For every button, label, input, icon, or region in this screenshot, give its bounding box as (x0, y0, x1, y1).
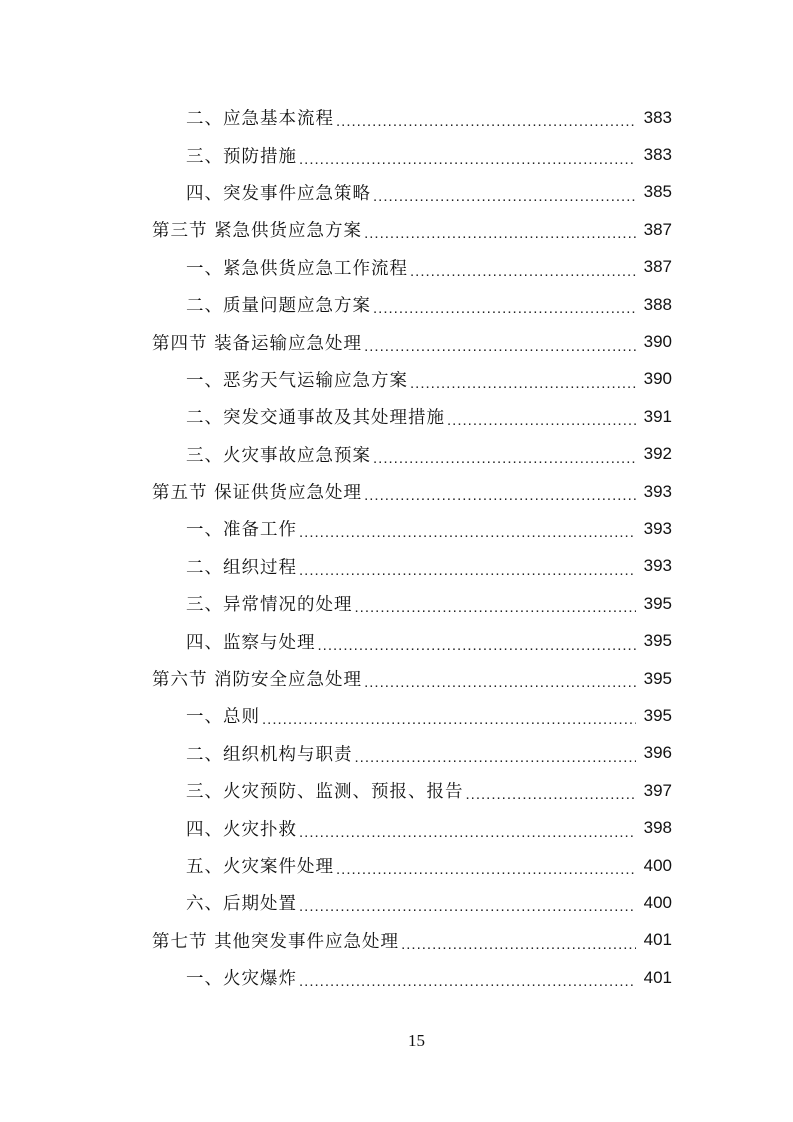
toc-entry-page: 392 (643, 444, 672, 464)
toc-entry-page: 397 (643, 780, 672, 800)
toc-subsection-entry[interactable] (186, 99, 672, 136)
toc-subsection-entry[interactable] (186, 847, 672, 884)
toc-entry-title: 四、突发事件应急策略 (186, 183, 371, 204)
toc-dot-leader (364, 675, 636, 690)
toc-entry-page: 395 (643, 631, 672, 651)
toc-entry-page: 393 (643, 556, 672, 576)
toc-entry-title: 二、应急基本流程 (186, 109, 334, 130)
toc-entry-title: 一、火灾爆炸 (186, 969, 297, 990)
toc-subsection-entry[interactable] (186, 959, 672, 996)
toc-section-entry[interactable] (152, 323, 672, 360)
toc-dot-leader (410, 376, 636, 391)
toc-subsection-entry[interactable] (186, 772, 672, 809)
toc-subsection-entry[interactable] (186, 174, 672, 211)
toc-dot-leader (466, 787, 637, 802)
toc-entry-title: 二、组织过程 (186, 557, 297, 578)
toc-entry-page: 400 (643, 855, 672, 875)
toc-entry-title: 四、监察与处理 (186, 632, 316, 653)
toc-section-entry[interactable] (152, 660, 672, 697)
toc-subsection-entry[interactable] (186, 510, 672, 547)
toc-section-entry[interactable] (152, 922, 672, 959)
toc-dot-leader (364, 226, 636, 241)
toc-entry-title: 一、总则 (186, 707, 260, 728)
toc-subsection-entry[interactable] (186, 398, 672, 435)
toc-entry-title: 五、火灾案件处理 (186, 857, 334, 877)
toc-entry-page: 388 (643, 294, 672, 314)
toc-entry-page: 385 (643, 182, 672, 202)
toc-dot-leader (336, 114, 636, 129)
toc-dot-leader (299, 899, 636, 914)
toc-entry-title: 二、组织机构与职责 (186, 744, 353, 765)
toc-subsection-entry[interactable] (186, 249, 672, 286)
toc-section-entry[interactable] (152, 473, 672, 510)
toc-entry-title: 四、火灾扑救 (186, 819, 297, 840)
toc-subsection-entry[interactable] (186, 136, 672, 173)
toc-entry-page: 393 (643, 518, 672, 538)
toc-entry-page: 401 (643, 930, 672, 950)
toc-entry-title: 二、突发交通事故及其处理措施 (186, 408, 445, 429)
toc-subsection-entry[interactable] (186, 548, 672, 585)
toc-entry-title: 第五节 保证供货应急处理 (152, 483, 363, 504)
toc-entry-title: 第三节 紧急供货应急方案 (152, 221, 363, 242)
toc-entry-title: 第七节 其他突发事件应急处理 (152, 931, 400, 952)
toc-entry-page: 395 (643, 593, 672, 613)
toc-entry-title: 一、紧急供货应急工作流程 (186, 258, 408, 279)
page-number: 15 (408, 1031, 425, 1050)
toc-dot-leader (262, 712, 636, 727)
toc-dot-leader (364, 339, 636, 354)
toc-entry-title: 六、后期处置 (186, 894, 297, 915)
toc-entry-page: 398 (643, 818, 672, 838)
toc-entry-page: 400 (643, 892, 672, 912)
toc-entry-title: 二、质量问题应急方案 (186, 296, 371, 317)
toc-subsection-entry[interactable] (186, 809, 672, 846)
toc-dot-leader (299, 563, 636, 578)
table-of-contents (0, 99, 793, 996)
toc-entry-title: 一、准备工作 (186, 520, 297, 541)
toc-entry-title: 三、火灾预防、监测、预报、报告 (186, 782, 464, 803)
toc-entry-page: 390 (643, 369, 672, 389)
toc-entry-page: 390 (643, 332, 672, 352)
toc-subsection-entry[interactable] (186, 622, 672, 659)
toc-dot-leader (299, 152, 636, 167)
toc-entry-page: 391 (643, 406, 672, 426)
toc-dot-leader (299, 825, 636, 840)
toc-entry-page: 383 (643, 107, 672, 127)
toc-dot-leader (299, 525, 636, 540)
toc-entry-title: 三、火灾事故应急预案 (186, 445, 371, 466)
toc-section-entry[interactable] (152, 211, 672, 248)
toc-subsection-entry[interactable] (186, 735, 672, 772)
toc-entry-title: 第四节 装备运输应急处理 (152, 333, 363, 354)
toc-entry-title: 第六节 消防安全应急处理 (152, 670, 363, 691)
toc-entry-page: 387 (643, 257, 672, 277)
toc-entry-title: 三、异常情况的处理 (186, 595, 353, 616)
toc-dot-leader (355, 750, 637, 765)
toc-entry-title: 三、预防措施 (186, 146, 297, 167)
toc-entry-title: 一、恶劣天气运输应急方案 (186, 370, 408, 391)
toc-subsection-entry[interactable] (186, 436, 672, 473)
toc-entry-page: 393 (643, 481, 672, 501)
toc-dot-leader (401, 937, 636, 952)
toc-dot-leader (373, 451, 636, 466)
toc-entry-page: 387 (643, 219, 672, 239)
toc-entry-page: 395 (643, 705, 672, 725)
toc-dot-leader (364, 488, 636, 503)
toc-subsection-entry[interactable] (186, 286, 672, 323)
toc-entry-page: 401 (643, 967, 672, 987)
toc-subsection-entry[interactable] (186, 585, 672, 622)
toc-dot-leader (410, 264, 636, 279)
toc-dot-leader (447, 413, 636, 428)
toc-subsection-entry[interactable] (186, 361, 672, 398)
toc-dot-leader (336, 862, 636, 877)
toc-subsection-entry[interactable] (186, 884, 672, 921)
toc-entry-page: 396 (643, 743, 672, 763)
toc-subsection-entry[interactable] (186, 697, 672, 734)
toc-dot-leader (373, 189, 636, 204)
toc-entry-page: 383 (643, 145, 672, 165)
toc-entry-page: 395 (643, 668, 672, 688)
toc-dot-leader (318, 638, 637, 653)
toc-dot-leader (299, 974, 636, 989)
toc-dot-leader (355, 600, 637, 615)
toc-dot-leader (373, 301, 636, 316)
